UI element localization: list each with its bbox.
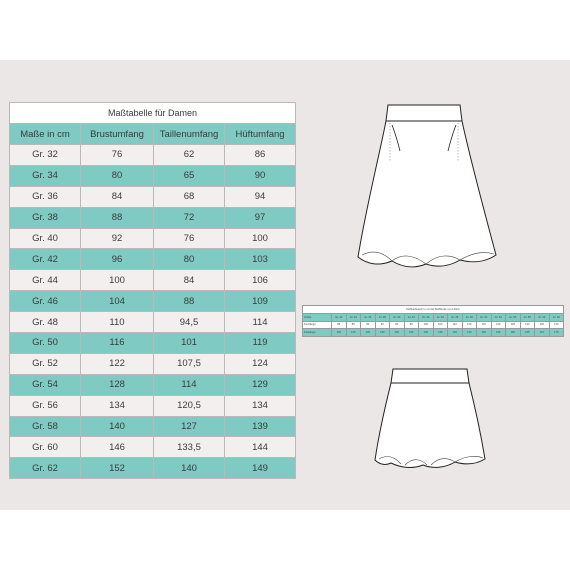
table-cell: 128 (81, 374, 154, 395)
table-cell: Kurzlänge (303, 321, 332, 329)
stretch-table-header: Gr. 34 (346, 314, 361, 322)
table-cell: Gr. 40 (10, 228, 81, 249)
table-row (10, 437, 296, 458)
table-cell: 130 (520, 321, 535, 329)
stretch-table-header: Gr. 50 (462, 314, 477, 322)
table-cell: 100 (419, 321, 434, 329)
stretch-table-header: Gr. 62 (549, 314, 564, 322)
table-cell: 100 (81, 270, 154, 291)
size-table-header: Taillenumfang (154, 124, 225, 145)
table-cell: Gr. 60 (10, 437, 81, 458)
table-cell: 84 (154, 270, 225, 291)
size-table-header: Maße in cm (10, 124, 81, 145)
table-row (10, 333, 296, 354)
table-cell: 110 (462, 321, 477, 329)
table-cell: 104 (81, 291, 154, 312)
size-table-header: Hüftumfang (225, 124, 296, 145)
table-cell: 88 (81, 207, 154, 228)
table-cell: 152 (81, 458, 154, 479)
stretch-table-header-row (303, 314, 564, 322)
table-cell: 62 (154, 145, 225, 166)
table-cell: 139 (225, 416, 296, 437)
table-row (303, 329, 564, 337)
size-table-header: Brustumfang (81, 124, 154, 145)
table-cell: Gr. 46 (10, 291, 81, 312)
table-cell: 86 (225, 145, 296, 166)
table-cell: 160 (506, 329, 521, 337)
stretch-table-header: Gr. 40 (390, 314, 405, 322)
table-row (10, 395, 296, 416)
table-cell: 107,5 (154, 353, 225, 374)
table-cell: 145 (462, 329, 477, 337)
table-cell: 120,5 (154, 395, 225, 416)
table-cell: 110 (448, 321, 463, 329)
table-cell: Gr. 56 (10, 395, 81, 416)
table-row (10, 145, 296, 166)
table-cell: Gr. 36 (10, 186, 81, 207)
table-cell: 135 (433, 329, 448, 337)
table-cell: 134 (81, 395, 154, 416)
table-cell: 114 (225, 312, 296, 333)
table-cell: 85 (346, 321, 361, 329)
table-row (303, 321, 564, 329)
table-cell: 95 (404, 321, 419, 329)
table-cell: Gr. 54 (10, 374, 81, 395)
stretch-table (302, 305, 564, 337)
table-cell: 96 (81, 249, 154, 270)
table-cell: 140 (549, 321, 564, 329)
table-cell: 68 (154, 186, 225, 207)
table-cell: 110 (81, 312, 154, 333)
table-cell: 124 (225, 353, 296, 374)
table-cell: 130 (361, 329, 376, 337)
table-cell: 155 (491, 329, 506, 337)
table-cell: 65 (154, 165, 225, 186)
table-cell: Gr. 52 (10, 353, 81, 374)
table-cell: 122 (81, 353, 154, 374)
stretch-table-header: Gr. 54 (491, 314, 506, 322)
table-cell: 133,5 (154, 437, 225, 458)
table-cell: 146 (81, 437, 154, 458)
table-cell: Gr. 58 (10, 416, 81, 437)
table-cell: 80 (81, 165, 154, 186)
table-cell: Gr. 32 (10, 145, 81, 166)
table-cell: 106 (225, 270, 296, 291)
table-cell: 90 (375, 321, 390, 329)
table-row (10, 291, 296, 312)
table-cell: 109 (225, 291, 296, 312)
table-cell: 114 (154, 374, 225, 395)
table-cell: 135 (404, 329, 419, 337)
table-cell: 130 (375, 329, 390, 337)
table-cell: Knielänge (303, 329, 332, 337)
stretch-table-header: Gr. 60 (535, 314, 550, 322)
table-cell: 119 (225, 333, 296, 354)
table-row (10, 374, 296, 395)
table-row (10, 207, 296, 228)
table-cell: 90 (225, 165, 296, 186)
table-row (10, 249, 296, 270)
stretch-table-header: Gr. 44 (419, 314, 434, 322)
table-cell: 84 (81, 186, 154, 207)
stretch-table-header: Gr. 36 (361, 314, 376, 322)
table-cell: 90 (361, 321, 376, 329)
table-cell: 135 (419, 329, 434, 337)
table-cell: 130 (390, 329, 405, 337)
table-cell: Gr. 50 (10, 333, 81, 354)
table-cell: 134 (225, 395, 296, 416)
table-cell: 80 (154, 249, 225, 270)
table-cell: 175 (549, 329, 564, 337)
table-cell: Gr. 34 (10, 165, 81, 186)
table-cell: Gr. 42 (10, 249, 81, 270)
table-cell: Gr. 44 (10, 270, 81, 291)
table-cell: 125 (346, 329, 361, 337)
table-cell: 149 (225, 458, 296, 479)
table-cell: 100 (433, 321, 448, 329)
stretch-table-header: Größe (303, 314, 332, 322)
stretch-table-header: Gr. 42 (404, 314, 419, 322)
table-row (10, 165, 296, 186)
table-row (10, 353, 296, 374)
table-cell: 76 (81, 145, 154, 166)
table-cell: 100 (225, 228, 296, 249)
stretch-table-header: Gr. 48 (448, 314, 463, 322)
table-cell: 165 (520, 329, 535, 337)
table-cell: 125 (332, 329, 347, 337)
stretch-table-header: Gr. 56 (506, 314, 521, 322)
table-cell: 144 (225, 437, 296, 458)
table-cell: 130 (535, 321, 550, 329)
table-cell: 125 (506, 321, 521, 329)
table-cell: 140 (448, 329, 463, 337)
table-cell: 85 (332, 321, 347, 329)
table-cell: 103 (225, 249, 296, 270)
table-cell: 76 (154, 228, 225, 249)
table-cell: Gr. 48 (10, 312, 81, 333)
table-cell: 115 (477, 321, 492, 329)
table-row (10, 228, 296, 249)
table-cell: Gr. 38 (10, 207, 81, 228)
table-row (10, 270, 296, 291)
table-cell: 140 (154, 458, 225, 479)
stretch-table-header: Gr. 38 (375, 314, 390, 322)
stretch-table-header: Gr. 58 (520, 314, 535, 322)
size-table (9, 102, 296, 479)
table-cell: 120 (491, 321, 506, 329)
table-cell: 92 (81, 228, 154, 249)
table-row (10, 458, 296, 479)
table-cell: 140 (81, 416, 154, 437)
table-cell: Gr. 62 (10, 458, 81, 479)
a-line-skirt-short-icon (375, 367, 487, 472)
stretch-table-header: Gr. 32 (332, 314, 347, 322)
a-line-skirt-knee-length-icon (352, 103, 502, 273)
table-row (10, 416, 296, 437)
size-table-title: Maßtabelle für Damen (10, 103, 296, 124)
table-row (10, 312, 296, 333)
table-cell: 88 (154, 291, 225, 312)
stretch-table-header: Gr. 46 (433, 314, 448, 322)
table-cell: 97 (225, 207, 296, 228)
stretch-table-header: Gr. 52 (477, 314, 492, 322)
table-cell: 116 (81, 333, 154, 354)
table-cell: 127 (154, 416, 225, 437)
table-cell: 94 (225, 186, 296, 207)
table-cell: 129 (225, 374, 296, 395)
table-cell: 72 (154, 207, 225, 228)
stretch-table-title: Stoffverbrauch in cm bei Stoffbreite von 140cm (303, 306, 564, 314)
table-cell: 101 (154, 333, 225, 354)
table-cell: 90 (390, 321, 405, 329)
table-row (10, 186, 296, 207)
table-cell: 94,5 (154, 312, 225, 333)
table-cell: 170 (535, 329, 550, 337)
table-cell: 150 (477, 329, 492, 337)
